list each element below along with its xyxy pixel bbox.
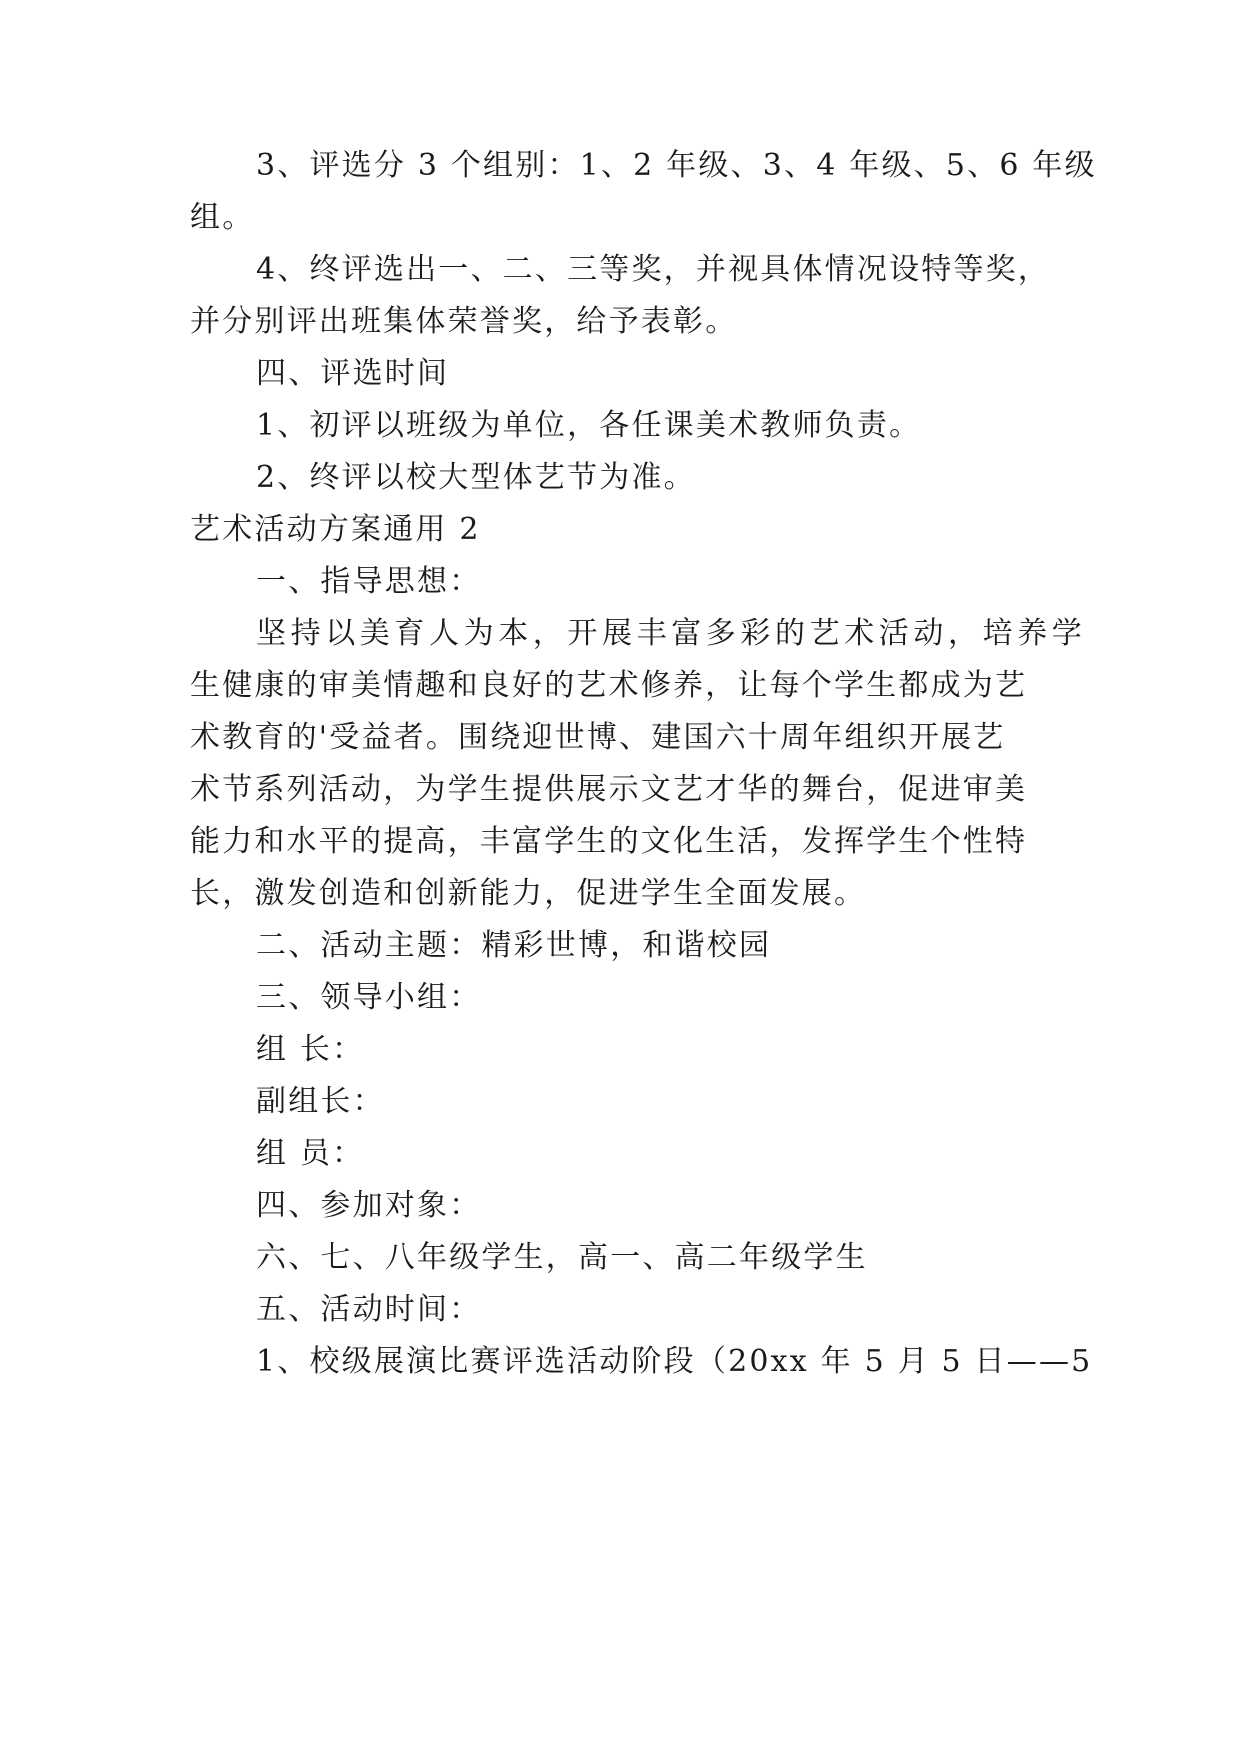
paragraph-line: 组。: [190, 200, 255, 235]
paragraph-line: 组 员：: [256, 1136, 365, 1171]
paragraph-line: 生健康的审美情趣和良好的艺术修养，让每个学生都成为艺: [190, 668, 1028, 703]
paragraph-line: 副组长：: [256, 1084, 385, 1119]
paragraph-line: 1、校级展演比赛评选活动阶段（20xx 年 5 月 5 日——5: [256, 1344, 1093, 1379]
paragraph-line: 1、初评以班级为单位，各任课美术教师负责。: [256, 408, 922, 443]
section-heading: 四、评选时间: [256, 356, 450, 391]
section-heading: 二、活动主题：精彩世博，和谐校园: [256, 928, 772, 963]
paragraph-line: 4、终评选出一、二、三等奖，并视具体情况设特等奖，: [256, 252, 1051, 287]
paragraph-line: 术节系列活动，为学生提供展示文艺才华的舞台，促进审美: [190, 772, 1028, 807]
paragraph-line: 长，激发创造和创新能力，促进学生全面发展。: [190, 876, 867, 911]
document-title: 艺术活动方案通用 2: [190, 512, 481, 547]
paragraph-line: 六、七、八年级学生，高一、高二年级学生: [256, 1240, 868, 1275]
paragraph-line: 坚持以美育人为本，开展丰富多彩的艺术活动，培养学: [256, 616, 1087, 651]
section-heading: 五、活动时间：: [256, 1292, 482, 1327]
paragraph-line: 术教育的'受益者。围绕迎世博、建国六十周年组织开展艺: [190, 720, 1006, 755]
paragraph-line: 2、终评以校大型体艺节为准。: [256, 460, 696, 495]
paragraph-line: 组 长：: [256, 1032, 365, 1067]
section-heading: 三、领导小组：: [256, 980, 482, 1015]
paragraph-line: 能力和水平的提高，丰富学生的文化生活，发挥学生个性特: [190, 824, 1028, 859]
paragraph-line: 并分别评出班集体荣誉奖，给予表彰。: [190, 304, 738, 339]
paragraph-line: 3、评选分 3 个组别：1、2 年级、3、4 年级、5、6 年级: [256, 148, 1097, 183]
section-heading: 四、参加对象：: [256, 1188, 482, 1223]
section-heading: 一、指导思想：: [256, 564, 482, 599]
